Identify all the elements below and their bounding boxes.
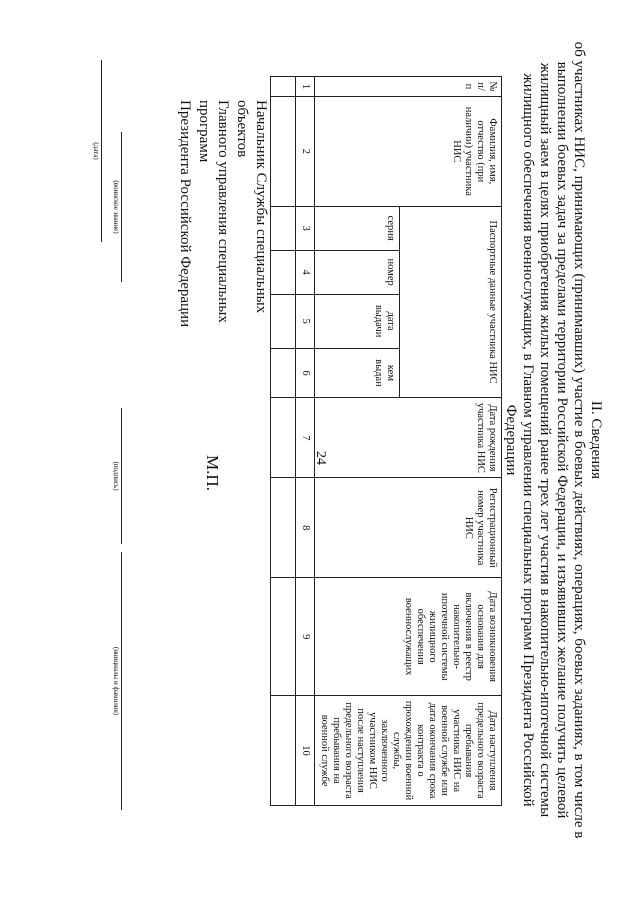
col-header-series: серия [315, 206, 400, 250]
column-number: 10 [296, 696, 315, 806]
signature-line [121, 408, 122, 544]
section-description: об участниках НИС, принимающих (принимавших) участие в боевых действиях, операциях, боевых заданиях, в том числе в выполнении боевых задач за пределами территории Российской Федерации, и изъявивших желание получить целевой жилищный заем в целях приобретения жилых помещений ранее трех лет участия в накопительно-ипотечной системы жилищного обеспечения военнослужащих, в Главном управлении специальных программ Президента Российской Федерации [503, 41, 587, 839]
table-cell [271, 77, 296, 97]
col-header-birth-date: Дата рождения участника НИС [315, 398, 502, 478]
table-header-row [400, 77, 502, 806]
col-header-fio: Фамилия, имя, отчество (при наличии) участника НИС [315, 96, 502, 206]
column-number-row [296, 77, 315, 806]
stamp-placeholder: М.П. [203, 455, 222, 491]
column-number: 9 [296, 578, 315, 696]
table-cell [271, 294, 296, 348]
nis-participants-table [270, 76, 502, 806]
table-cell [271, 696, 296, 806]
column-number: 4 [296, 250, 315, 294]
table-cell [271, 478, 296, 578]
col-header-passport: Паспортные данные участника НИС [400, 206, 502, 398]
col-header-number: номер [315, 250, 400, 294]
table-row [271, 77, 296, 806]
signer-line: Начальник Службы специальных объектов [234, 100, 269, 314]
column-number: 6 [296, 348, 315, 398]
signer-block [175, 100, 270, 360]
section-title: II. Сведения [588, 400, 604, 480]
table-cell [271, 250, 296, 294]
col-header-issued-by: кем выдан [315, 348, 400, 398]
table-cell [271, 206, 296, 250]
col-header-issue-date: дата выдачи [315, 294, 400, 348]
column-number: 2 [296, 96, 315, 206]
column-number: 5 [296, 294, 315, 348]
date-caption: (дата) [92, 142, 100, 160]
date-line [101, 60, 102, 242]
column-number: 8 [296, 478, 315, 578]
column-number: 3 [296, 206, 315, 250]
column-number: 1 [296, 77, 315, 97]
signature-caption: (подпись) [112, 461, 120, 491]
name-line [121, 552, 122, 810]
rank-line [121, 132, 122, 282]
page-number: 24 [313, 451, 328, 465]
table-cell [271, 348, 296, 398]
table-cell [271, 398, 296, 478]
col-header-reg-number: Регистрационный номер участника НИС [315, 478, 502, 578]
signer-line: Главного управления специальных программ [196, 100, 231, 323]
col-header-no: № п/п [315, 77, 502, 97]
column-number: 7 [296, 398, 315, 478]
section-heading [502, 40, 604, 840]
col-header-registry-date: Дата возникновения основания для включения в реестр накопительно-ипотечной системы жилищного обеспечения военнослужащих [315, 578, 502, 696]
rotated-form [90, 40, 610, 840]
table-cell [271, 96, 296, 206]
col-header-age-limit-date: Дата наступления предельного возраста пребывания участника НИС на военной службе или дата окончания срока контракта о прохождении военной службы, заключенного участником НИС после наступления предельного возраста пребывания на военной службе [315, 696, 502, 806]
table-cell [271, 578, 296, 696]
name-caption: (инициалы и фамилия) [112, 646, 120, 716]
signer-line: Президента Российской Федерации [177, 100, 193, 328]
rank-caption: (воинское звание) [112, 180, 120, 234]
